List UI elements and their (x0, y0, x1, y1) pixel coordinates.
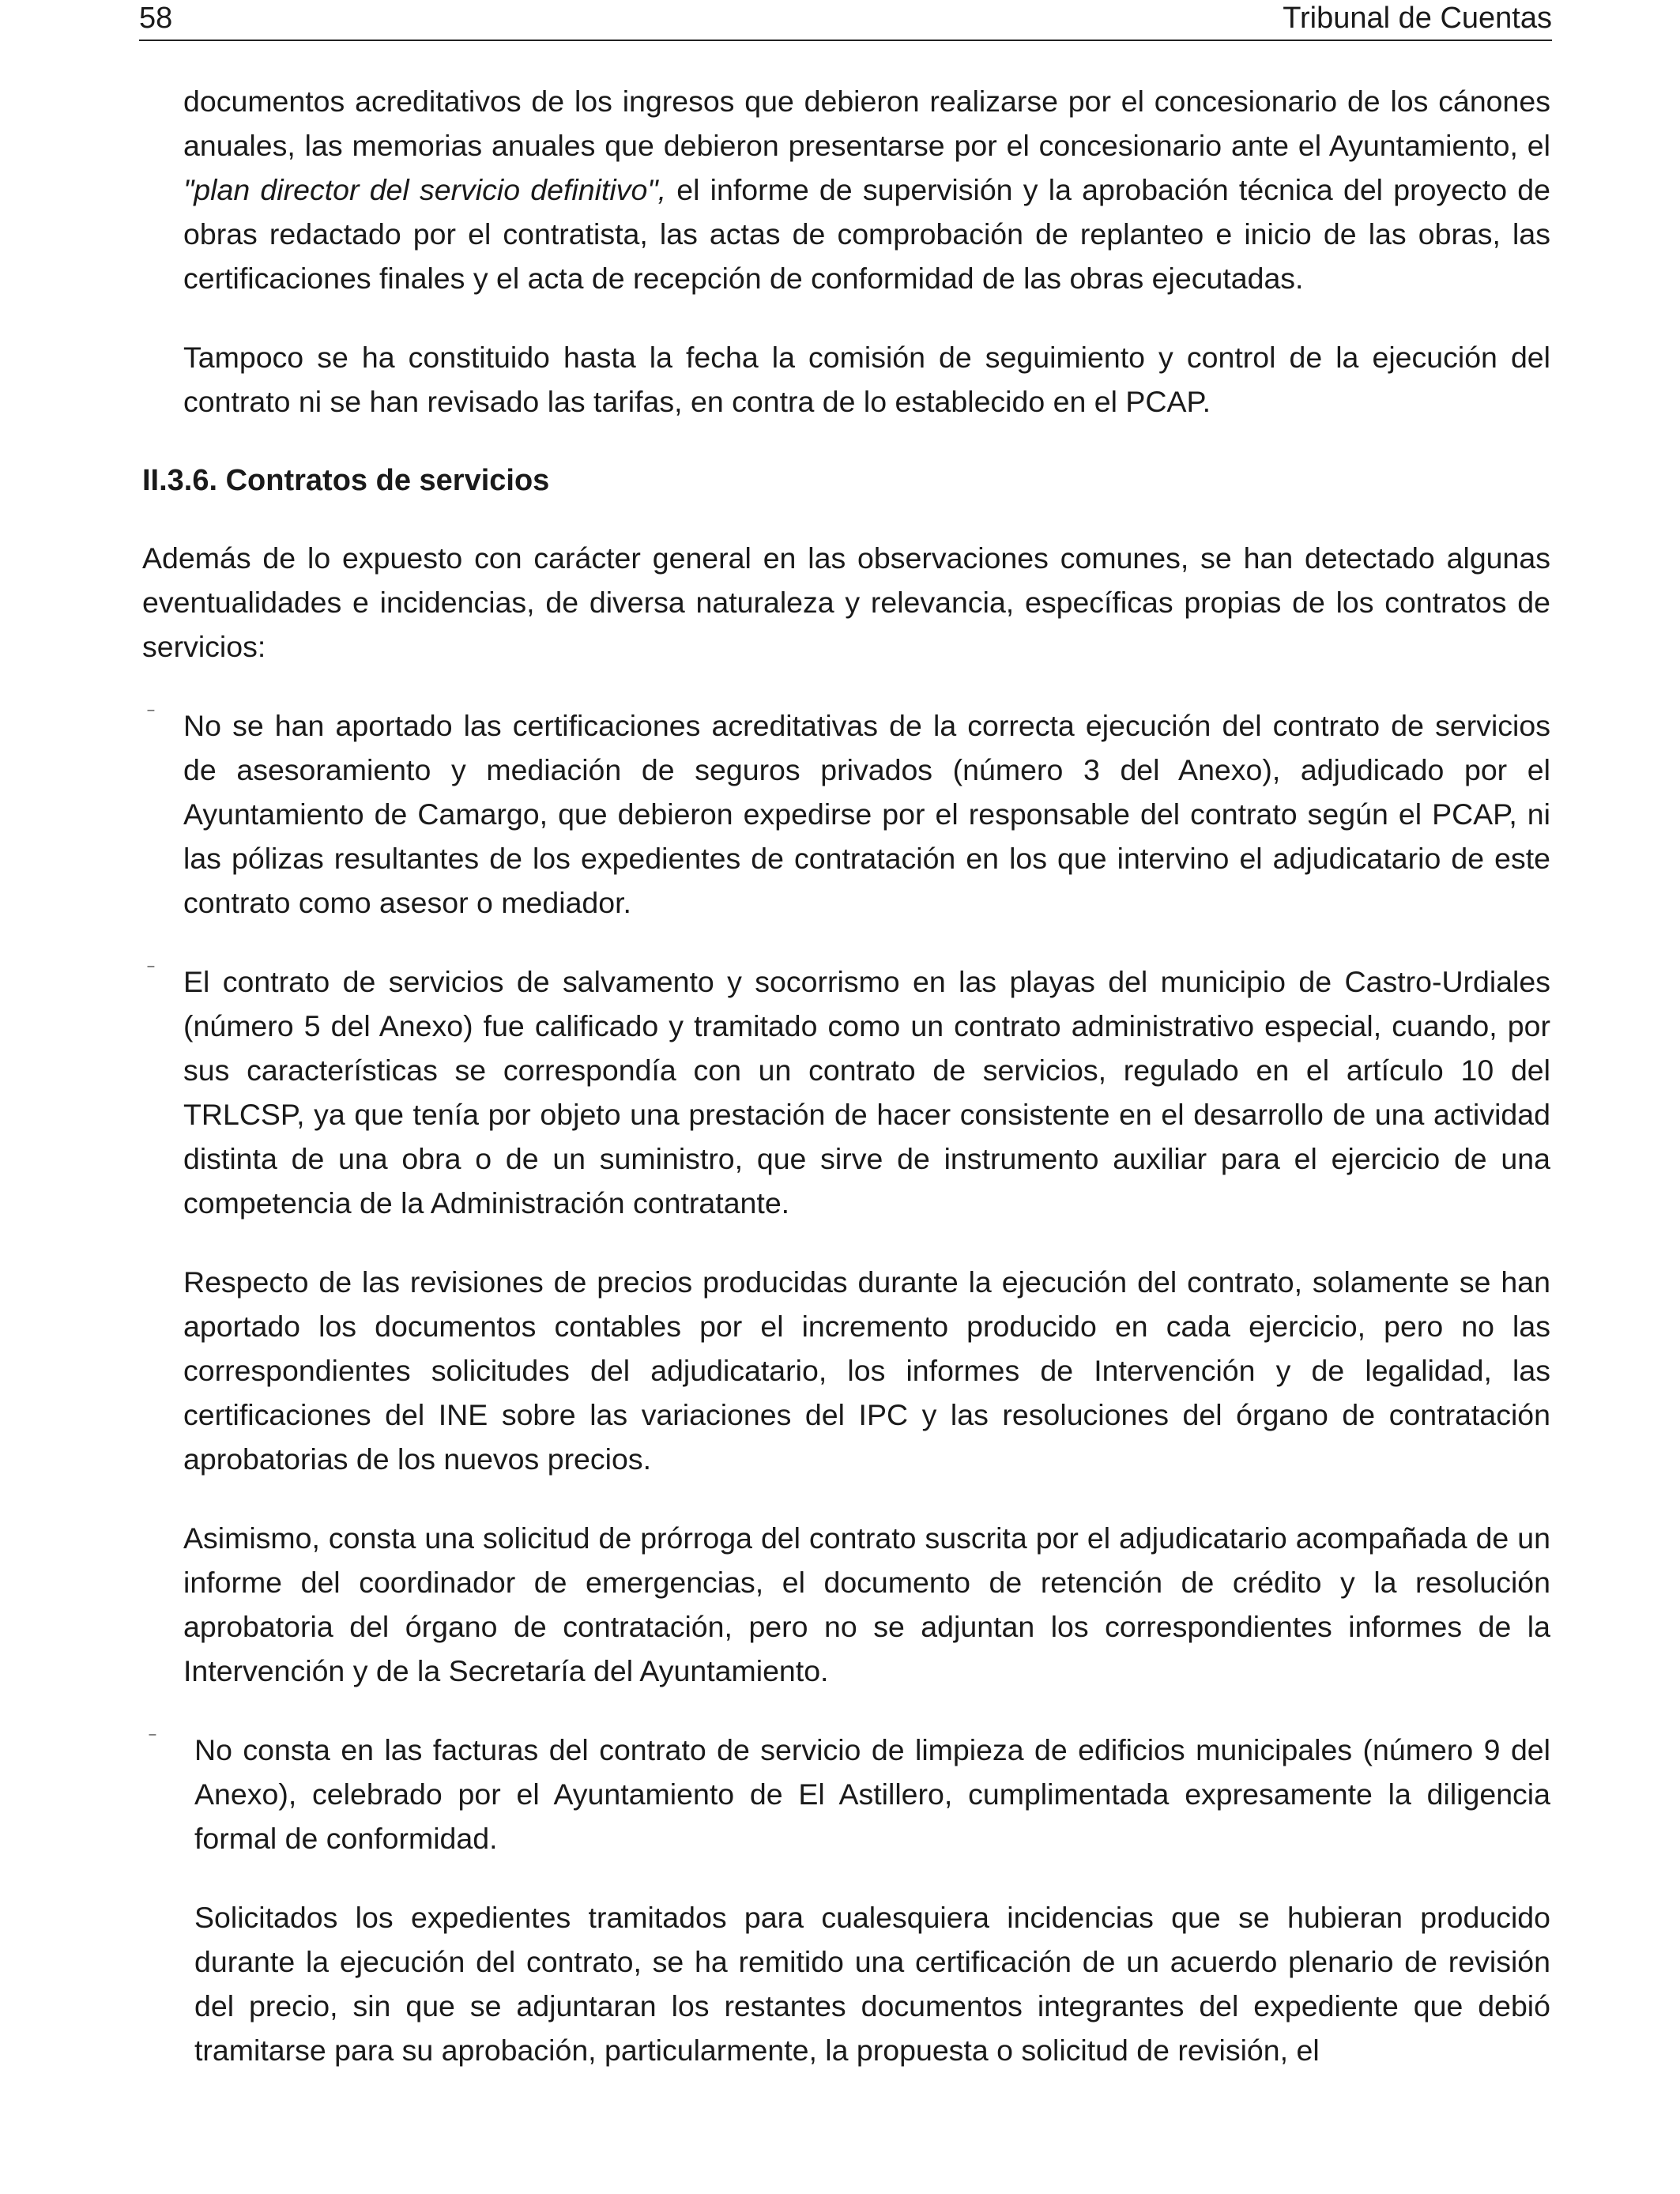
list-item-certificaciones (147, 703, 1550, 925)
dash-bullet: – (149, 1728, 156, 1741)
paragraph-tampoco: Tampoco se ha constituido hasta la fecha la comisión de seguimiento y control de la ejecución del contrato ni se han revisado las tarifas, en contra de lo establecido en el PCAP. (183, 341, 1550, 418)
paragraph-revisiones-precios: Respecto de las revisiones de precios producidas durante la ejecución del contrato, solamente se han aportado los documentos contables por el incremento producido en cada ejercicio, pero no las correspondientes solicitudes del adjudicatario, los informes de Intervención y de legalidad, las certificaciones del INE sobre las variaciones del IPC y las resoluciones del órgano de contratación aprobatorias de los nuevos precios. (183, 1265, 1550, 1476)
list-item-salvamento (147, 959, 1550, 1225)
paragraph-documentos-acreditativos (183, 79, 1550, 300)
dash-bullet: – (147, 703, 155, 717)
running-title: Tribunal de Cuentas (1283, 2, 1552, 35)
text-segment: el informe de supervisión y la aprobación técnica del proyecto de obras redactado por el contratista, las actas de comprobación de replanteo e inicio de las obras, las certificaciones finales y el acta de recepción de conformidad de las obras ejecutadas. (183, 173, 1550, 295)
paragraph-solicitados: Solicitados los expedientes tramitados para cualesquiera incidencias que se hubieran producido durante la ejecución del contrato, se ha remitido una certificación de un acuerdo plenario de revisión del precio, sin que se adjuntaran los restantes documentos integrantes del expediente que debió tramitarse para su aprobación, particularmente, la propuesta o solicitud de revisión, el (194, 1901, 1550, 2067)
text-segment: documentos acreditativos de los ingresos que debieron realizarse por el concesionario de los cánones anuales, las memorias anuales que debieron presentarse por el concesionario ante el Ayuntamiento, el (183, 85, 1550, 162)
list-item-text: No consta en las facturas del contrato de servicio de limpieza de edificios municipales (número 9 del Anexo), celebrado por el Ayuntamiento de El Astillero, cumplimentada expresamente la diligencia formal de conformidad. (194, 1733, 1550, 1855)
page-header (139, 0, 1552, 41)
paragraph-asimismo: Asimismo, consta una solicitud de prórroga del contrato suscrita por el adjudicatario acompañada de un informe del coordinador de emergencias, el documento de retención de crédito y la resolución aprobatoria del órgano de contratación, pero no se adjuntan los correspondientes informes de la Intervención y de la Secretaría del Ayuntamiento. (183, 1521, 1550, 1687)
page-content (0, 79, 1680, 2072)
list-item-text: El contrato de servicios de salvamento y socorrismo en las playas del municipio de Castro-Urdiales (número 5 del Anexo) fue calificado y tramitado como un contrato administrativo especial, cuando, por sus características se correspondía con un contrato de servicios, regulado en el artículo 10 del TRLCSP, ya que tenía por objeto una prestación de hacer consistente en el desarrollo de una actividad distinta de una obra o de un suministro, que sirve de instrumento auxiliar para el ejercicio de una competencia de la Administración contratante. (183, 965, 1550, 1220)
page-number: 58 (139, 2, 173, 35)
dash-bullet: – (147, 959, 155, 973)
italic-quote-plan-director: "plan director del servicio definitivo", (183, 173, 667, 206)
list-item-limpieza (149, 1728, 1550, 1860)
paragraph-ademas: Además de lo expuesto con carácter general en las observaciones comunes, se han detectado algunas eventualidades e incidencias, de diversa naturaleza y relevancia, específicas propias de los contratos de servicios: (142, 541, 1550, 663)
list-item-text: No se han aportado las certificaciones acreditativas de la correcta ejecución del contrato de servicios de asesoramiento y mediación de seguros privados (número 3 del Anexo), adjudicado por el Ayuntamiento de Camargo, que debieron expedirse por el responsable del contrato según el PCAP, ni las pólizas resultantes de los expedientes de contratación en los que intervino el adjudicatario de este contrato como asesor o mediador. (183, 709, 1550, 919)
section-heading: II.3.6. Contratos de servicios (142, 464, 550, 497)
